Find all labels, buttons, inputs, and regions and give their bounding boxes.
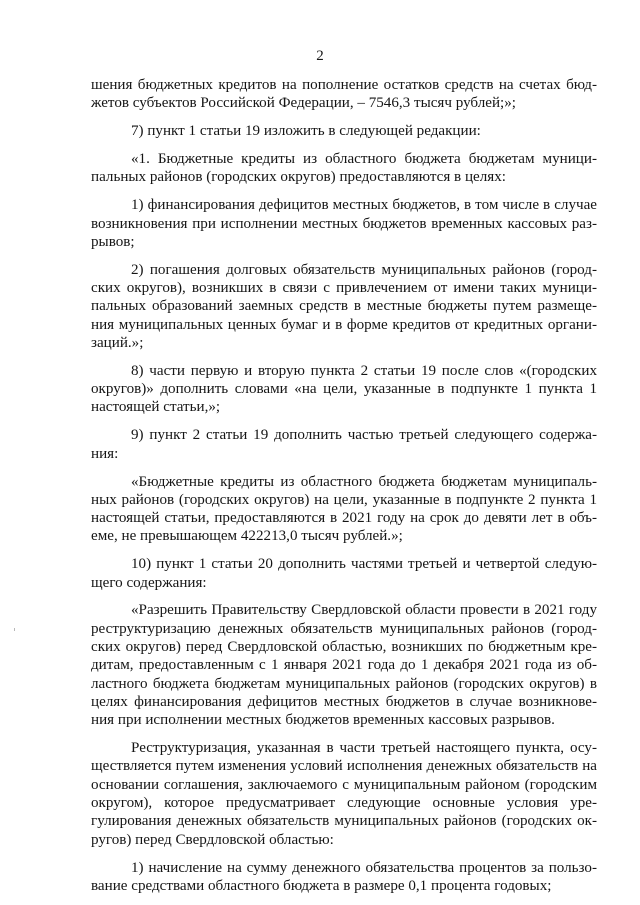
paragraph-restructuring-terms: Реструктуризация, указанная в части третьей настоящего пункта, осуществляется путем изменения условий исполнения денежных обязательств на основании соглашения, заключаемого с муниципальным районом (городским округом), которое предусматривает следующие основные условия урегулирования денежных обязательств муниципальных районов (городских округов) перед Свердловской областью: xyxy=(91,740,597,848)
paragraph-subitem-2: 2) погашения долговых обязательств муниципальных районов (городских округов), возникших в связи с привлечением от имени таких муниципальных образований заемных средств в местные бюджеты путем размещения муниципальных ценных бумаг и в форме кредитов от кредитных организаций.»; xyxy=(91,261,597,351)
paragraph-condition-1: 1) начисление на сумму денежного обязательства процентов за пользование средствами областного бюджета в размере 0,1 процента годовых; xyxy=(91,859,597,894)
scan-margin-mark xyxy=(14,628,15,631)
paragraph-item-8: 8) части первую и вторую пункта 2 статьи 19 после слов «(городских округов)» дополнить словами «на цели, указанные в подпункте 1 пункта 1 настоящей статьи,»; xyxy=(91,362,597,416)
page-number: 2 xyxy=(316,48,324,64)
paragraph-item-9: 9) пункт 2 статьи 19 дополнить частью третьей следующего содержания: xyxy=(91,427,597,462)
paragraph-item-10: 10) пункт 1 статьи 20 дополнить частями третьей и четвертой следующего содержания: xyxy=(91,556,597,591)
paragraph-continuation: шения бюджетных кредитов на пополнение остатков средств на счетах бюджетов субъектов Российской Федерации, – 7546,3 тысяч рублей;»; xyxy=(91,77,597,112)
paragraph-item-7: 7) пункт 1 статьи 19 изложить в следующей редакции: xyxy=(131,123,481,140)
paragraph-subitem-1: 1) финансирования дефицитов местных бюджетов, в том числе в случае возникновения при исполнении местных бюджетов временных кассовых разрывов; xyxy=(91,197,597,250)
paragraph-quoted-restructuring-permission: «Разрешить Правительству Свердловской области провести в 2021 году реструктуризацию денежных обязательств муниципальных районов (городских округов) перед Свердловской областью, возникших по бюджетным кредитам, предоставленным с 1 января 2021 года до 1 декабря 2021 года из областного бюджета бюджетам муниципальных районов (городских округов) в целях финансирования дефицитов местных бюджетов в случае возникновения при исполнении местных бюджетов временных кассовых разрывов. xyxy=(91,602,597,729)
paragraph-quoted-budget-credits: «Бюджетные кредиты из областного бюджета бюджетам муниципальных районов (городских округов) на цели, указанные в подпункте 2 пункта 1 настоящей статьи, предоставляются в 2021 году на срок до девяти лет в объеме, не превышающем 422213,0 тысяч рублей.»; xyxy=(91,473,597,545)
paragraph-quoted-clause-1: «1. Бюджетные кредиты из областного бюджета бюджетам муниципальных районов (городских округов) предоставляются в целях: xyxy=(91,151,597,186)
document-body xyxy=(91,76,597,905)
